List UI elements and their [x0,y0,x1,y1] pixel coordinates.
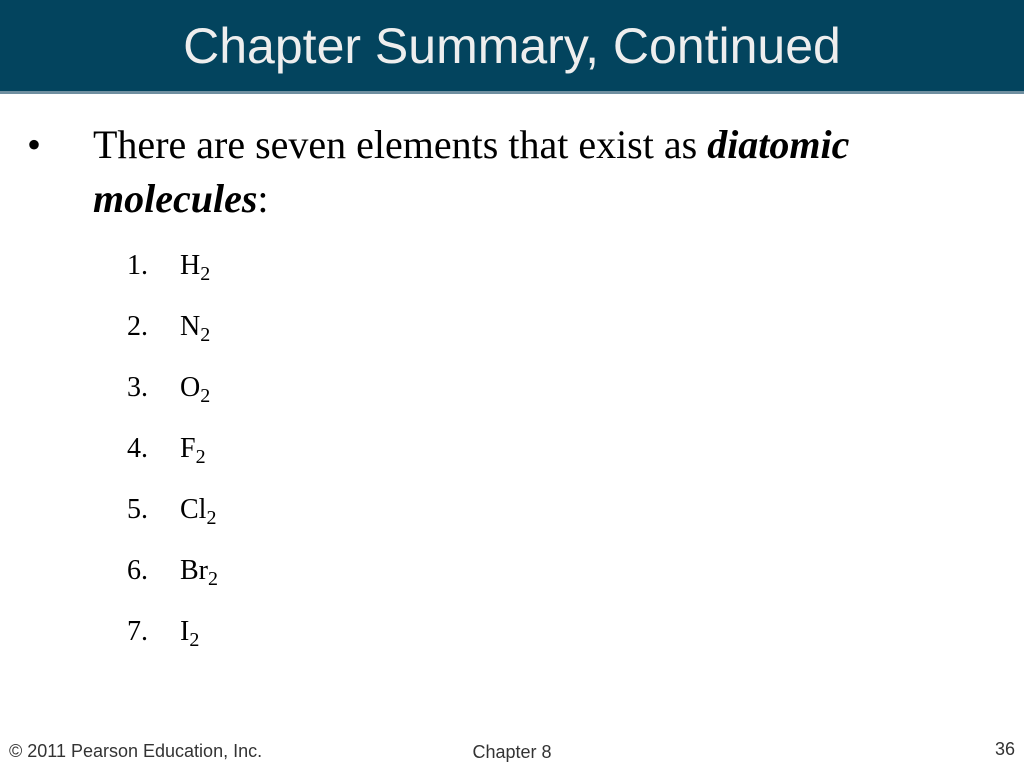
molecule-formula [180,368,210,408]
list-item-number: 1. [127,250,148,281]
list-item [0,307,1024,368]
bullet-text-trail: : [257,176,269,221]
formula-subscript: 2 [189,629,200,651]
formula-subscript: 2 [208,568,218,590]
list-item [0,551,1024,612]
page-number: 36 [994,739,1015,759]
molecule-formula [180,429,206,469]
list-item-number: 2. [127,311,148,342]
diatomic-molecule-list [0,246,1024,673]
formula-subscript: 2 [195,446,206,468]
list-item-number: 6. [127,555,148,586]
bullet-text-lead: There are seven elements that exist as [93,122,708,167]
molecule-formula [180,246,210,286]
list-item [0,490,1024,551]
footer-copyright: © 2011 Pearson Education, Inc. [9,741,263,761]
list-item [0,368,1024,429]
element-symbol: Br [180,555,208,586]
element-symbol: I [180,616,190,647]
formula-subscript: 2 [200,385,211,407]
molecule-formula [180,612,199,652]
element-symbol: H [180,250,201,281]
list-item-number: 4. [127,433,148,464]
formula-subscript: 2 [200,263,211,285]
list-item-number: 3. [127,372,148,403]
molecule-formula [180,490,216,530]
molecule-formula [180,307,210,347]
list-item-number: 7. [127,616,148,647]
element-symbol: O [180,372,201,403]
formula-subscript: 2 [206,507,217,529]
footer-chapter: Chapter 8 [472,742,552,762]
list-item-number: 5. [127,494,148,525]
element-symbol: F [180,433,196,464]
list-item [0,429,1024,490]
bullet-marker: • [27,122,42,167]
slide-title: Chapter Summary, Continued [183,18,841,74]
molecule-formula [180,551,218,591]
formula-subscript: 2 [200,324,211,346]
title-divider [0,91,1024,94]
bullet-text [93,118,993,226]
bullet-text-emphasis: diatomic molecules [93,122,850,221]
element-symbol: Cl [180,494,207,525]
list-item [0,246,1024,307]
element-symbol: N [180,311,201,342]
list-item [0,612,1024,673]
